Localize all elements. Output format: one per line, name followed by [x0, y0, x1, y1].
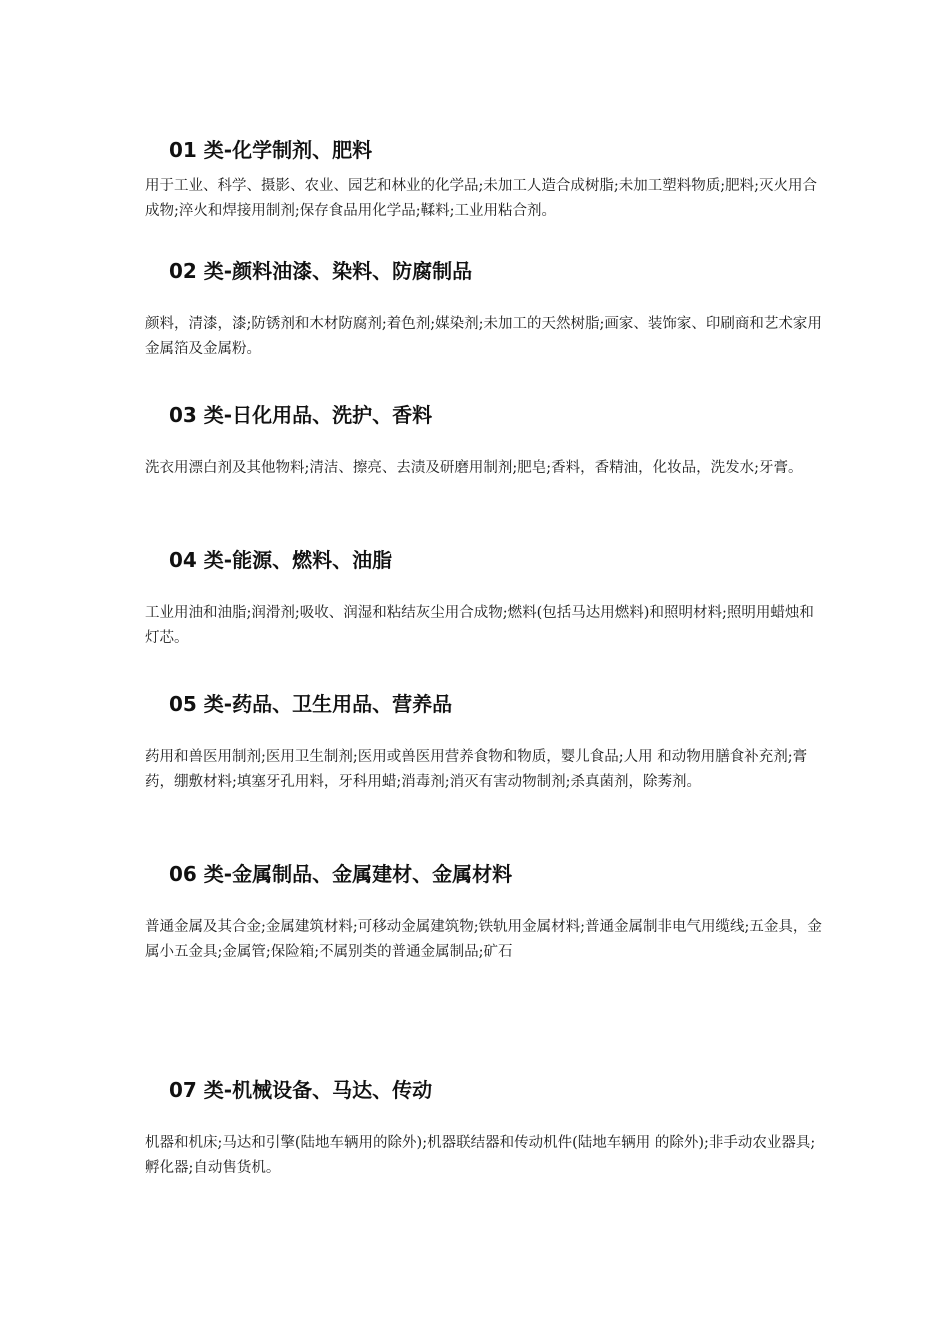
class-07-description: 机器和机床;马达和引擎(陆地车辆用的除外);机器联结器和传动机件(陆地车辆用 的除外);非手动农业器具;孵化器;自动售货机。	[145, 1135, 816, 1176]
class-05-description: 药用和兽医用制剂;医用卫生制剂;医用或兽医用营养食物和物质，婴儿食品;人用 和动物用膳食补充剂;膏药，绷敷材料;填塞牙孔用料，牙科用蜡;消毒剂;消灭有害动物制剂;杀真菌剂，除莠剂。	[145, 749, 808, 790]
class-06-description: 普通金属及其合金;金属建筑材料;可移动金属建筑物;铁轨用金属材料;普通金属制非电气用缆线;五金具，金属小五金具;金属管;保险箱;不属别类的普通金属制品;矿石	[145, 919, 822, 960]
class-05-section	[145, 690, 825, 795]
class-01-heading: 01 类-化学制剂、肥料	[169, 138, 373, 162]
class-05-heading: 05 类-药品、卫生用品、营养品	[169, 692, 453, 716]
class-03-heading: 03 类-日化用品、洗护、香料	[169, 403, 433, 427]
class-02-section	[145, 257, 825, 362]
class-03-description: 洗衣用漂白剂及其他物料;清洁、擦亮、去渍及研磨用制剂;肥皂;香料，香精油，化妆品，洗发水;牙膏。	[145, 460, 803, 476]
class-02-heading: 02 类-颜料油漆、染料、防腐制品	[169, 259, 473, 283]
class-07-heading: 07 类-机械设备、马达、传动	[169, 1078, 433, 1102]
class-04-heading: 04 类-能源、燃料、油脂	[169, 548, 393, 572]
class-01-section	[145, 136, 825, 224]
class-01-description: 用于工业、科学、摄影、农业、园艺和林业的化学品;未加工人造合成树脂;未加工塑料物质;肥料;灭火用合成物;淬火和焊接用制剂;保存食品用化学品;鞣料;工业用粘合剂。	[145, 178, 818, 219]
class-06-section	[145, 860, 825, 965]
class-04-description: 工业用油和油脂;润滑剂;吸收、润湿和粘结灰尘用合成物;燃料(包括马达用燃料)和照明材料;照明用蜡烛和灯芯。	[145, 605, 814, 646]
class-04-section	[145, 546, 825, 651]
class-07-section	[145, 1076, 825, 1181]
class-06-heading: 06 类-金属制品、金属建材、金属材料	[169, 862, 513, 886]
class-03-section	[145, 401, 825, 481]
class-02-description: 颜料，清漆，漆;防锈剂和木材防腐剂;着色剂;媒染剂;未加工的天然树脂;画家、装饰家、印刷商和艺术家用金属箔及金属粉。	[145, 316, 822, 357]
